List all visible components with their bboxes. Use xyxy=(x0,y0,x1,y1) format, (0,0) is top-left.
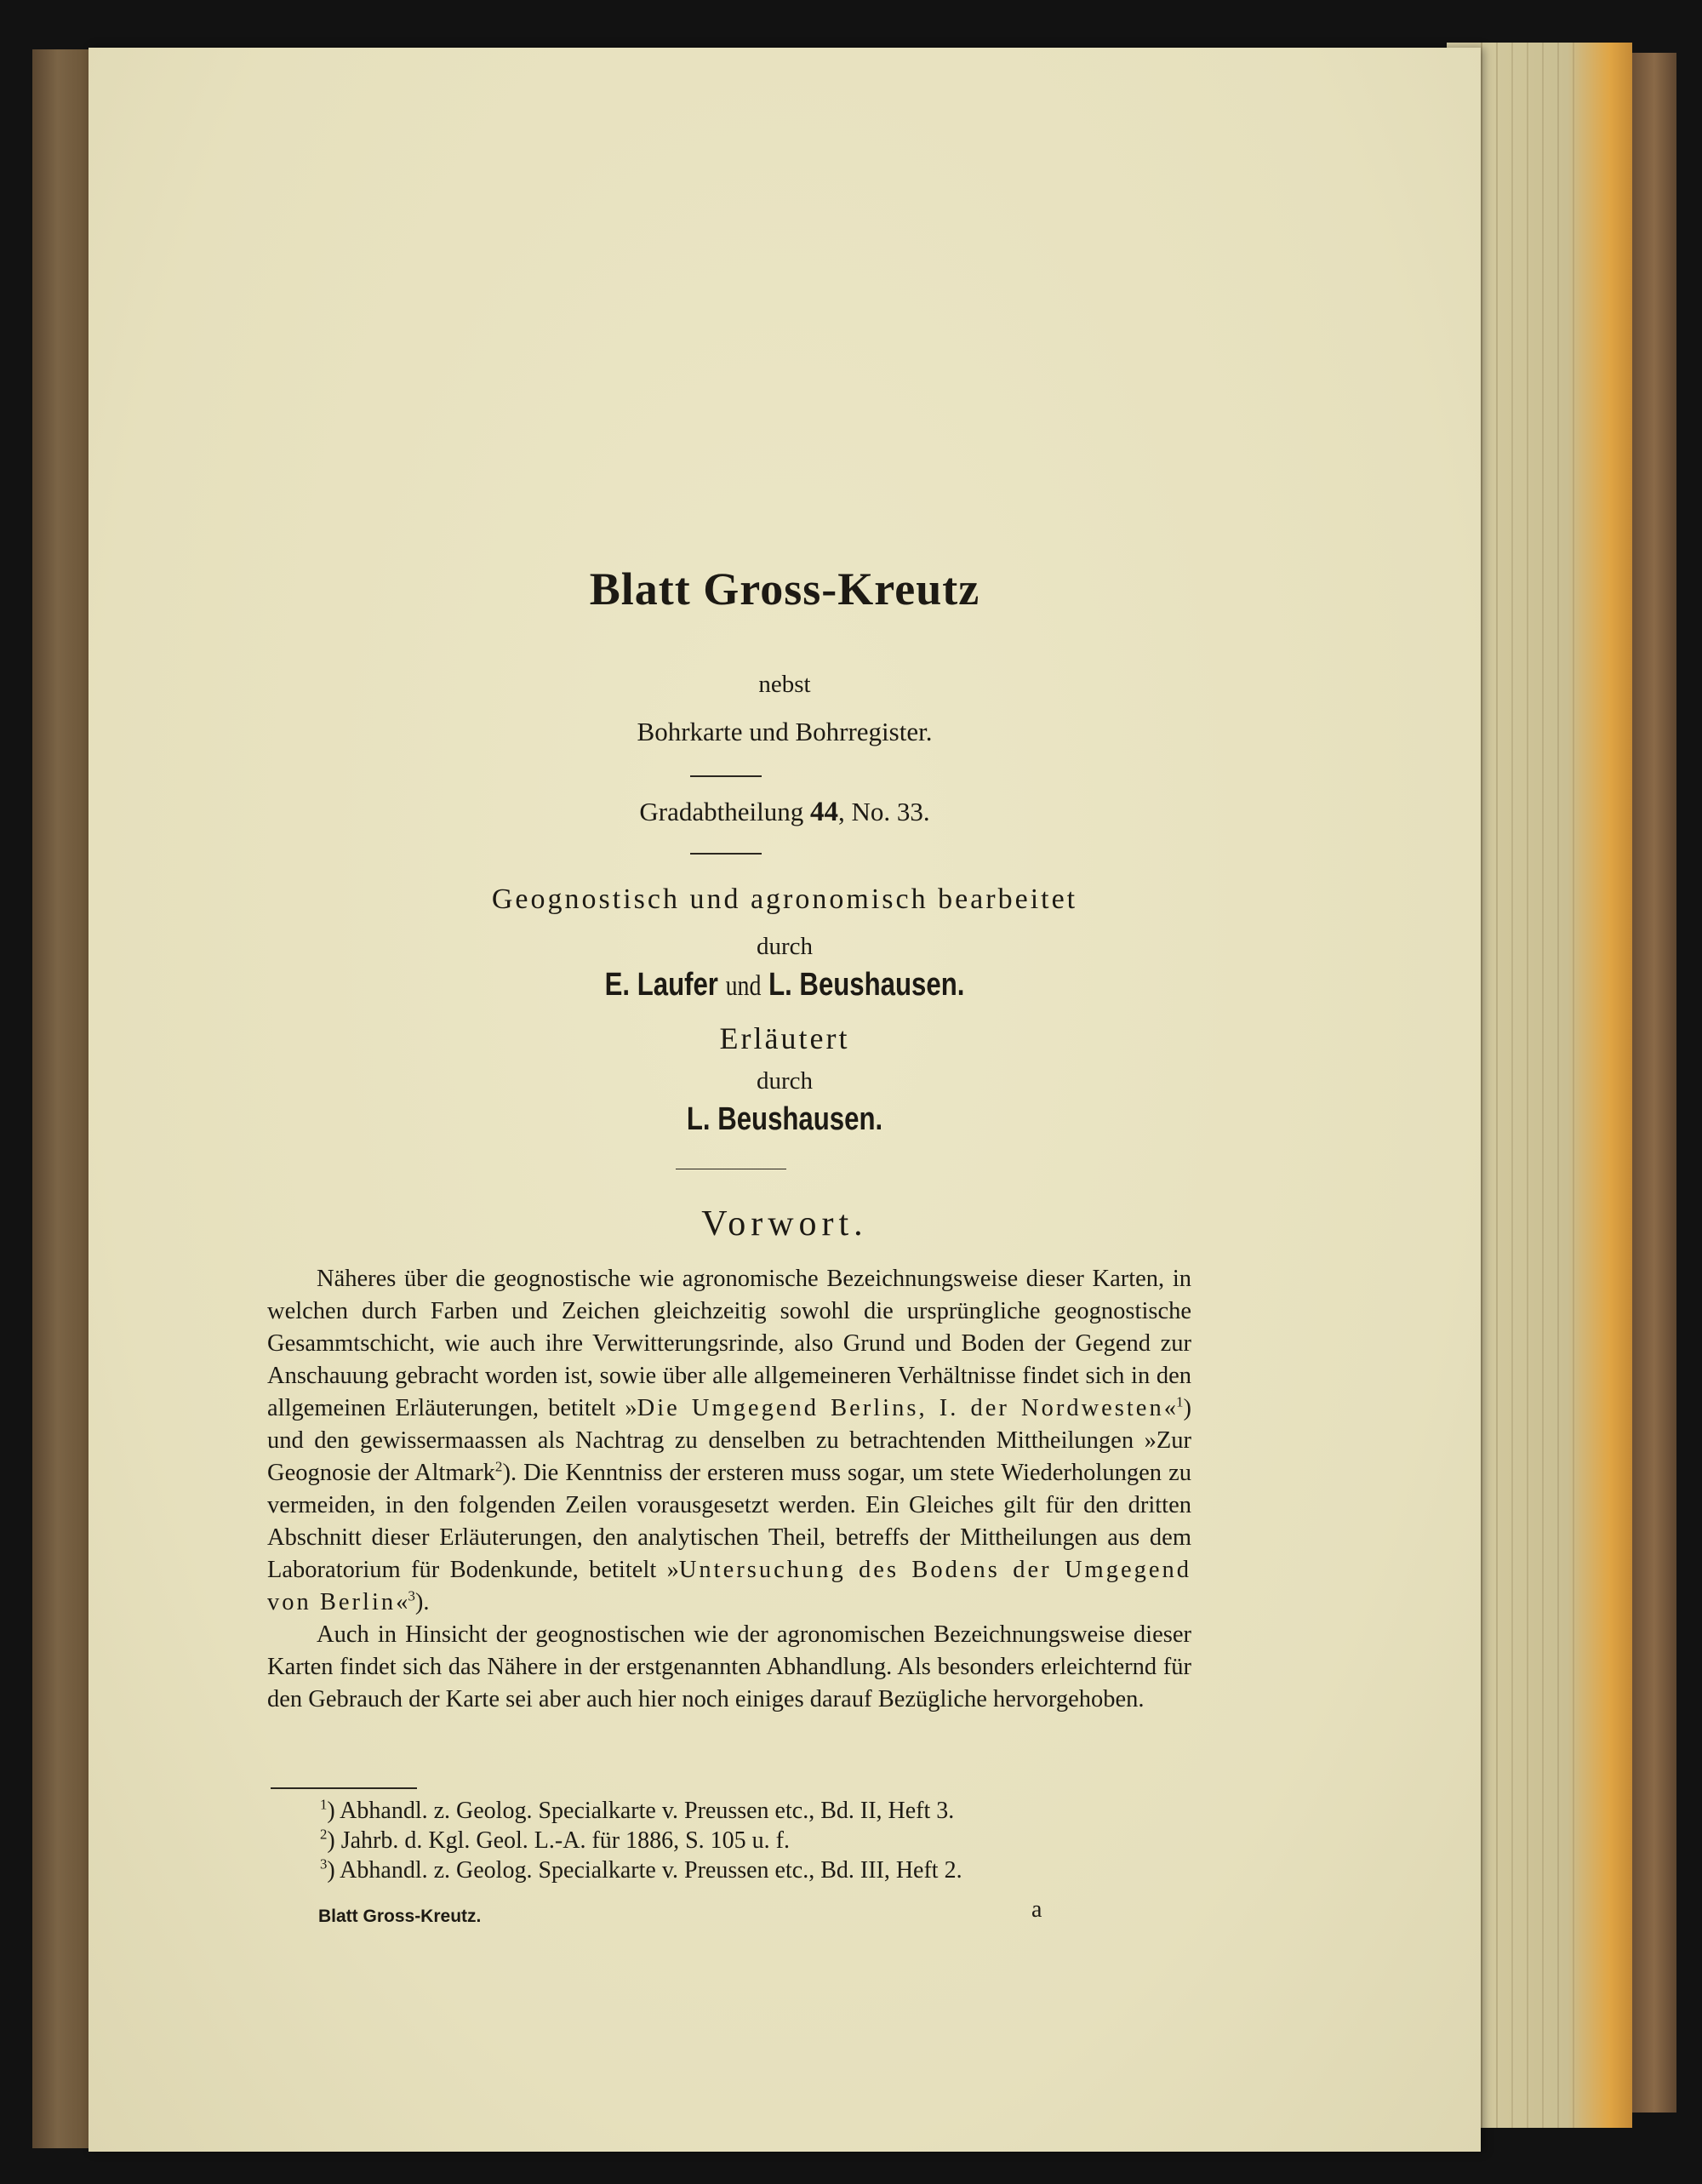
body-text xyxy=(267,1263,1191,1716)
footnote: $^3$) Abhandl. z. Geolog. Specialkarte v. Preussen etc., Bd. III, Heft 2. xyxy=(320,1855,962,1884)
grad-prefix: Gradabtheilung xyxy=(639,797,804,826)
book-cover-right xyxy=(1632,53,1676,2113)
page-title: Blatt Gross-Kreutz xyxy=(589,563,980,615)
page-content xyxy=(89,48,1481,2152)
gradabtheilung xyxy=(89,797,1481,828)
durch-text: durch xyxy=(756,933,814,960)
author-erlaeutert: L. Beushausen. xyxy=(686,1101,883,1137)
book-page xyxy=(89,48,1481,2152)
divider-rule xyxy=(690,853,762,855)
book-cover-left xyxy=(32,49,89,2148)
footnote: $^1$) Abhandl. z. Geolog. Specialkarte v. Preussen etc., Bd. II, Heft 3. xyxy=(320,1796,955,1824)
geognostisch-line: Geognostisch und agronomisch bearbeitet xyxy=(491,883,1078,915)
divider-rule xyxy=(690,775,762,777)
signature-mark: a xyxy=(1031,1896,1042,1923)
author-beushausen: L. Beushausen. xyxy=(768,967,965,1003)
erlaeutert-text: Erläutert xyxy=(719,1021,850,1055)
durch-text-2: durch xyxy=(756,1067,814,1095)
subtitle: Bohrkarte und Bohrregister. xyxy=(637,717,933,746)
section-heading: Vorwort. xyxy=(701,1204,868,1244)
paragraph: Auch in Hinsicht der geognostischen wie der agronomischen Bezeichnungsweise dieser Karten findet sich das Nähere in der erstgenannten Abhandlung. Als besonders erleichternd für den Gebrauch der Karte sei aber auch hier noch einiges darauf Bezügliche hervorgehoben. xyxy=(267,1621,1191,1712)
nebst-text: nebst xyxy=(758,671,811,698)
paragraph: Näheres über die geognostische wie agronomische Bezeichnungsweise dieser Karten, in welchen durch Farben und Zeichen gleichzeitig sowohl die ursprüngliche geognostische Gesammtschicht, wie auch ihre Verwitterungsrinde, also Grund und Boden der Gegend zur Anschauung gebracht worden ist, sowie über alle allgemeineren Verhältnisse findet sich in den allgemeinen Erläuterungen, betitelt »Die Umgegend Berlins, I. der Nordwesten«$^1$) und den gewissermaassen als Nachtrag zu denselben zu betrachtenden Mittheilungen »Zur Geognosie der Altmark$^2$). Die Kenntniss der ersteren muss sogar, um stete Wiederholungen zu vermeiden, in den folgenden Zeilen vorausgesetzt werden. Ein Gleiches gilt für den dritten Abschnitt dieser Erläuterungen, den analytischen Theil, betreffs der Mittheilungen aus dem Laboratorium für Bodenkunde, betitelt »Untersuchung des Bodens der Umgegend von Berlin«$^3$). xyxy=(267,1266,1192,1615)
grad-suffix: , No. 33. xyxy=(837,797,930,826)
author-laufer: E. Laufer xyxy=(604,967,718,1003)
und-text: und xyxy=(725,970,762,1002)
footnote: $^2$) Jahrb. d. Kgl. Geol. L.-A. für 1886, S. 105 u. f. xyxy=(320,1826,790,1854)
running-footer: Blatt Gross-Kreutz. xyxy=(318,1907,482,1926)
grad-number: 44 xyxy=(809,797,838,827)
footnote-rule xyxy=(271,1787,417,1789)
authors-line xyxy=(214,967,1356,1003)
footnotes xyxy=(320,1796,1256,1885)
